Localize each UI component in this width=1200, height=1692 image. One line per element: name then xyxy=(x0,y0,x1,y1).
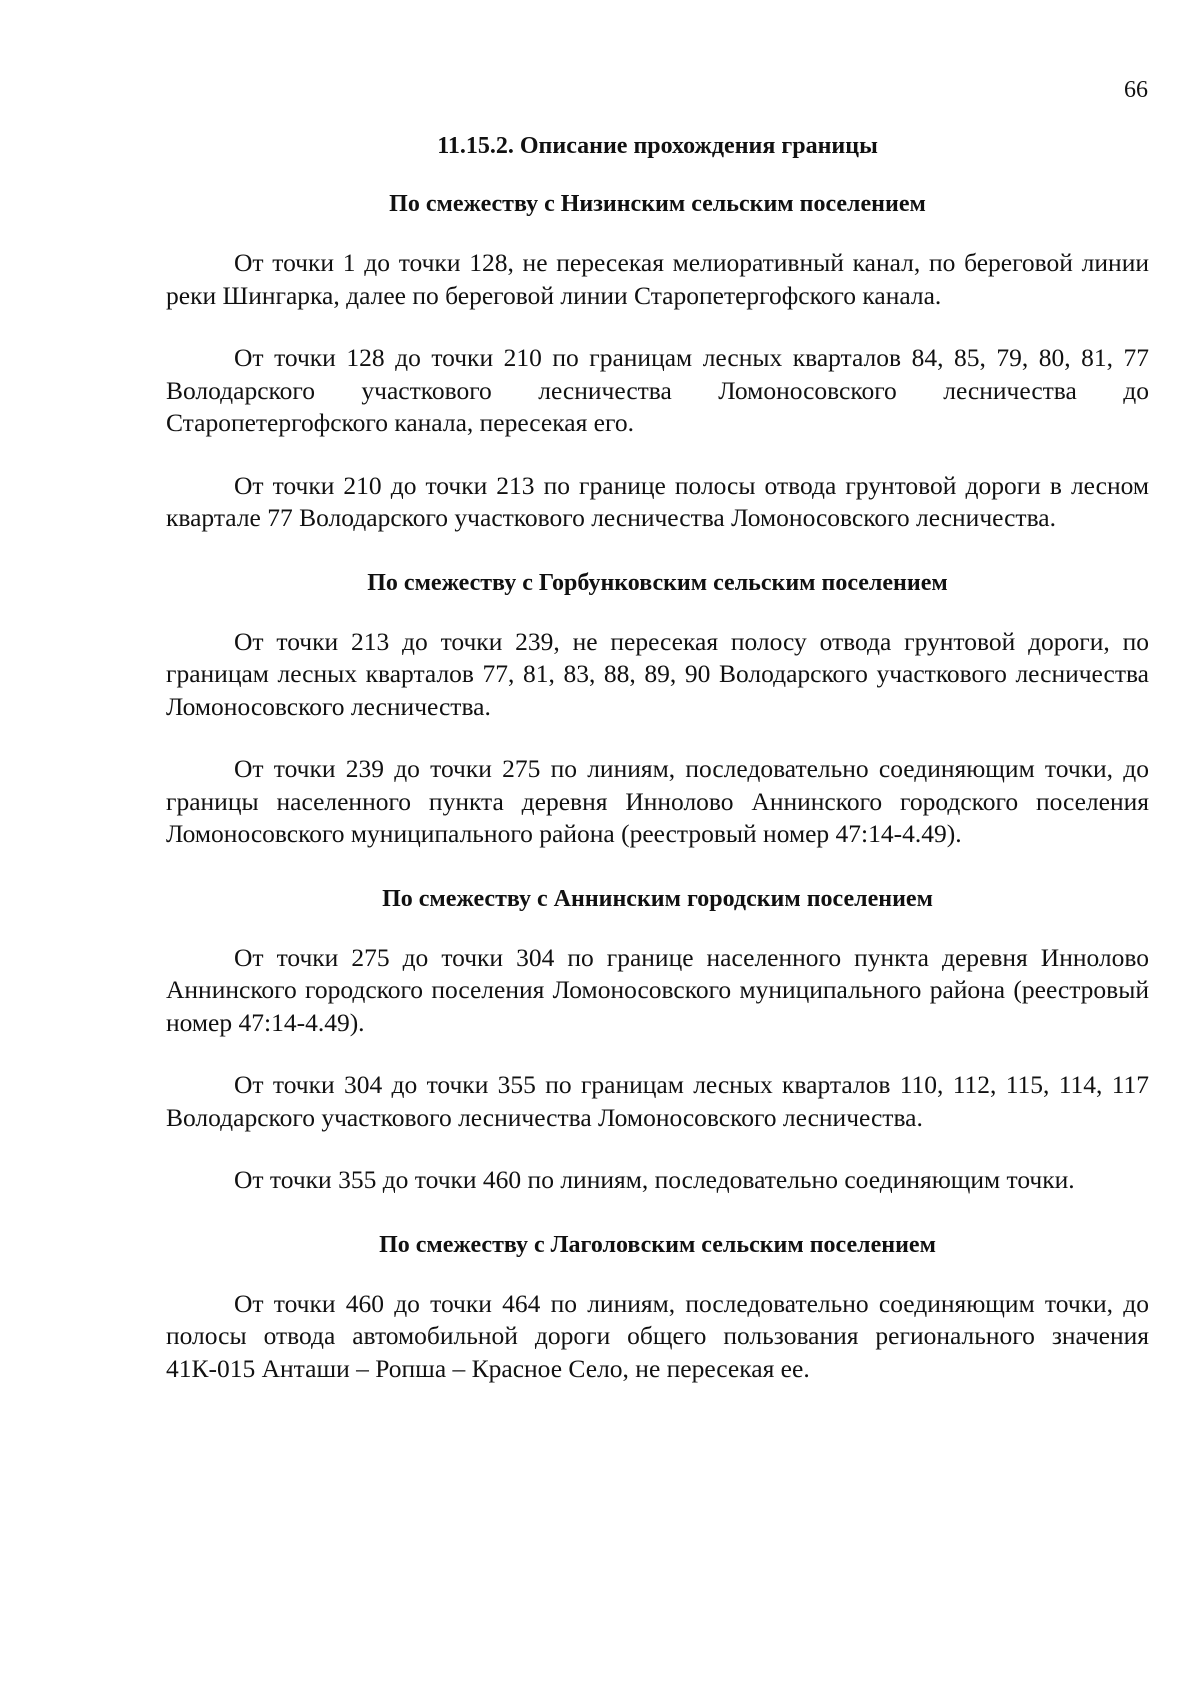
paragraph: От точки 304 до точки 355 по границам лесных кварталов 110, 112, 115, 114, 117 Володарского участкового лесничества Ломоносовского лесничества. xyxy=(166,1070,1149,1132)
document-body xyxy=(166,130,1149,1385)
page-number: 66 xyxy=(1124,77,1148,103)
paragraph: От точки 213 до точки 239, не пересекая полосу отвода грунтовой дороги, по границам лесных кварталов 77, 81, 83, 88, 89, 90 Володарского участкового лесничества Ломоносовского лесничества. xyxy=(166,626,1149,721)
section-heading-gorbunkovskoe: По смежеству с Горбунковским сельским поселением xyxy=(367,569,948,596)
paragraph: От точки 1 до точки 128, не пересекая мелиоративный канал, по береговой линии реки Шингарка, далее по береговой линии Старопетергофского канала. xyxy=(166,248,1149,310)
paragraph: От точки 355 до точки 460 по линиям, последовательно соединяющим точки. xyxy=(234,1165,1075,1194)
section-heading-lagolovskoe: По смежеству с Лаголовским сельским поселением xyxy=(379,1231,936,1258)
paragraph: От точки 239 до точки 275 по линиям, последовательно соединяющим точки, до границы населенного пункта деревня Иннолово Аннинского городского поселения Ломоносовского муниципального района (реестровый номер 47:14-4.49). xyxy=(166,754,1149,848)
paragraph: От точки 210 до точки 213 по границе полосы отвода грунтовой дороги в лесном квартале 77 Володарского участкового лесничества Ломоносовского лесничества. xyxy=(166,470,1149,532)
paragraph: От точки 275 до точки 304 по границе населенного пункта деревня Иннолово Аннинского городского поселения Ломоносовского муниципального района (реестровый номер 47:14-4.49). xyxy=(166,942,1149,1037)
paragraph: От точки 460 до точки 464 по линиям, последовательно соединяющим точки, до полосы отвода автомобильной дороги общего пользования регионального значения 41К-015 Анташи – Ропша – Красное Село, не пересекая ее. xyxy=(166,1288,1149,1383)
document-title: 11.15.2. Описание прохождения границы xyxy=(437,133,878,159)
section-heading-anninskoe: По смежеству с Аннинским городским поселением xyxy=(382,885,933,912)
section-heading-nizinskoe: По смежеству с Низинским сельским поселением xyxy=(389,191,926,217)
paragraph: От точки 128 до точки 210 по границам лесных кварталов 84, 85, 79, 80, 81, 77 Володарского участкового лесничества Ломоносовского лесничества до Старопетергофского канала, пересекая его. xyxy=(166,343,1149,437)
